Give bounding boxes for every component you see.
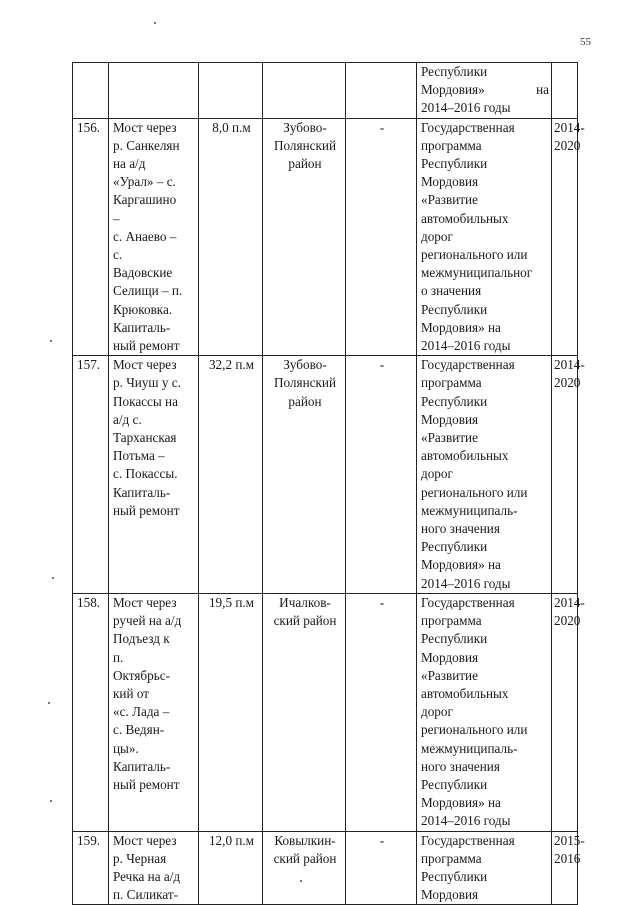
object-name-line: Тарханская bbox=[113, 430, 177, 446]
object-name-line: «Урал» – с. bbox=[113, 174, 176, 190]
district bbox=[263, 593, 346, 831]
years-line: 2014- bbox=[554, 119, 585, 135]
program-line: ного значения bbox=[421, 758, 500, 774]
program-line: 2014–2016 годы bbox=[421, 338, 511, 354]
years-line: 2014- bbox=[554, 357, 585, 373]
program-line: Республики bbox=[421, 539, 488, 555]
program-line: «Развитие bbox=[421, 430, 478, 446]
object-name-line: кий от bbox=[113, 685, 150, 701]
district-line: ский район bbox=[273, 613, 337, 629]
object-name-line: с. Ведян- bbox=[113, 722, 165, 738]
object-name bbox=[109, 831, 199, 905]
years-line: 2020 bbox=[554, 375, 581, 391]
object-name-line: – bbox=[113, 210, 120, 226]
object-name-line: ручей на а/д bbox=[113, 613, 182, 629]
row-number: 159. bbox=[73, 831, 109, 905]
program-line: регионального или bbox=[421, 722, 528, 738]
program-line: Республики bbox=[421, 393, 488, 409]
district bbox=[263, 118, 346, 356]
program-line: Республики bbox=[421, 776, 488, 792]
extra-value: - bbox=[346, 831, 417, 905]
program-line: Мордовия» на bbox=[421, 557, 501, 573]
extra-value: - bbox=[346, 593, 417, 831]
continuation-row bbox=[73, 63, 578, 119]
object-name-line: Капиталь- bbox=[113, 484, 171, 500]
years bbox=[552, 118, 585, 356]
extra-value: - bbox=[346, 356, 417, 594]
program-line: Мордовия bbox=[421, 411, 479, 427]
years-line: 2015- bbox=[554, 832, 585, 848]
years bbox=[552, 831, 585, 905]
district-line: Полянский bbox=[273, 375, 337, 391]
program-line: автомобильных bbox=[421, 210, 509, 226]
program bbox=[417, 356, 552, 594]
district bbox=[263, 831, 346, 905]
object-name-line: Каргашино bbox=[113, 192, 177, 208]
object-name-line: Октябрьс- bbox=[113, 667, 170, 683]
object-name-line: ный ремонт bbox=[113, 502, 180, 518]
object-name-line: Селищи – п. bbox=[113, 283, 183, 299]
district-line: Полянский bbox=[273, 137, 337, 153]
object-name-line: р. Черная bbox=[113, 850, 167, 866]
program-line: Республики bbox=[421, 631, 488, 647]
program-line: ного значения bbox=[421, 521, 500, 537]
program-line: Мордовия» на bbox=[421, 795, 501, 811]
years bbox=[552, 356, 585, 594]
program-line: «Развитие bbox=[421, 192, 478, 208]
object-name-line: Потьма – bbox=[113, 448, 165, 464]
years bbox=[552, 593, 585, 831]
program bbox=[417, 831, 552, 905]
district bbox=[263, 356, 346, 594]
program-line: «Развитие bbox=[421, 667, 478, 683]
bridge-length: 12,0 п.м bbox=[199, 831, 263, 905]
scan-speck bbox=[48, 702, 50, 704]
object-name-line: Мост через bbox=[113, 832, 177, 848]
table-row bbox=[73, 118, 578, 356]
program-line: Государственная bbox=[421, 357, 515, 373]
continuation-program-cell bbox=[417, 63, 552, 119]
program-line: программа bbox=[421, 613, 482, 629]
row-number: 158. bbox=[73, 593, 109, 831]
object-name-line: с. Покассы. bbox=[113, 466, 178, 482]
object-name-line: Мост через bbox=[113, 357, 177, 373]
program-line: Мордовия» bbox=[421, 82, 485, 98]
page-number: 55 bbox=[580, 36, 591, 48]
row-number: 157. bbox=[73, 356, 109, 594]
scan-speck bbox=[50, 340, 52, 342]
object-name-line: Капиталь- bbox=[113, 319, 171, 335]
years-line: 2016 bbox=[554, 850, 581, 866]
object-name-line: п. Силикат- bbox=[113, 887, 179, 903]
district-line: Ковылкин- bbox=[274, 832, 336, 848]
program bbox=[417, 593, 552, 831]
program-line: дорог bbox=[421, 466, 453, 482]
program-line: Республики bbox=[421, 868, 488, 884]
district-line: Зубово- bbox=[283, 357, 327, 373]
program-line: Республики bbox=[421, 301, 488, 317]
program-line: Государственная bbox=[421, 594, 515, 610]
program-line: программа bbox=[421, 375, 482, 391]
object-name-line: Вадовские bbox=[113, 265, 173, 281]
program-line: Государственная bbox=[421, 832, 515, 848]
object-name-line: Мост через bbox=[113, 119, 177, 135]
scan-speck bbox=[300, 880, 302, 882]
object-name bbox=[109, 118, 199, 356]
program-line: регионального или bbox=[421, 247, 528, 263]
object-name-line: Покассы на bbox=[113, 393, 178, 409]
program-line: межмуниципаль- bbox=[421, 740, 518, 756]
object-name-line: а/д с. bbox=[113, 411, 142, 427]
bridges-table bbox=[72, 62, 585, 905]
district-line: Ичалков- bbox=[279, 594, 331, 610]
years-line: 2014- bbox=[554, 594, 585, 610]
table-row bbox=[73, 593, 578, 831]
program-line: Мордовия bbox=[421, 174, 479, 190]
program bbox=[417, 118, 552, 356]
object-name-line: на а/д bbox=[113, 156, 146, 172]
object-name-line: ный ремонт bbox=[113, 338, 180, 354]
program-line: 2014–2016 годы bbox=[421, 813, 511, 829]
district-line: ский район bbox=[273, 850, 337, 866]
object-name-line: р. Чиуш у с. bbox=[113, 375, 181, 391]
years-line: 2020 bbox=[554, 137, 581, 153]
object-name-line: ный ремонт bbox=[113, 776, 180, 792]
bridge-length: 19,5 п.м bbox=[199, 593, 263, 831]
extra-value: - bbox=[346, 118, 417, 356]
table-row bbox=[73, 831, 578, 905]
object-name-line: Мост через bbox=[113, 594, 177, 610]
scan-speck bbox=[52, 577, 54, 579]
program-line: автомобильных bbox=[421, 448, 509, 464]
program-line: 2014–2016 годы bbox=[421, 100, 511, 116]
district-line: район bbox=[288, 156, 322, 172]
program-line: Государственная bbox=[421, 119, 515, 135]
program-line: на bbox=[536, 82, 549, 98]
district-line: район bbox=[288, 393, 322, 409]
program-line: дорог bbox=[421, 228, 453, 244]
object-name-line: Крюковка. bbox=[113, 301, 173, 317]
years-line: 2020 bbox=[554, 613, 581, 629]
program-line: межмуниципаль- bbox=[421, 502, 518, 518]
object-name bbox=[109, 593, 199, 831]
program-line: Мордовия bbox=[421, 649, 479, 665]
object-name-line: с. bbox=[113, 247, 123, 263]
program-line: о значения bbox=[421, 283, 482, 299]
table-row bbox=[73, 356, 578, 594]
program-line: Республики bbox=[421, 156, 488, 172]
district-line: Зубово- bbox=[283, 119, 327, 135]
program-line: программа bbox=[421, 850, 482, 866]
program-line: автомобильных bbox=[421, 685, 509, 701]
bridge-length: 8,0 п.м bbox=[199, 118, 263, 356]
program-line: Мордовия» на bbox=[421, 319, 501, 335]
program-line: 2014–2016 годы bbox=[421, 575, 511, 591]
bridge-length: 32,2 п.м bbox=[199, 356, 263, 594]
object-name-line: с. Анаево – bbox=[113, 228, 177, 244]
object-name-line: п. bbox=[113, 649, 124, 665]
program-line: межмуниципальног bbox=[421, 265, 533, 281]
program-line: регионального или bbox=[421, 484, 528, 500]
object-name bbox=[109, 356, 199, 594]
object-name-line: Капиталь- bbox=[113, 758, 171, 774]
object-name-line: Подъезд к bbox=[113, 631, 170, 647]
row-number: 156. bbox=[73, 118, 109, 356]
object-name-line: Речка на а/д bbox=[113, 868, 181, 884]
object-name-line: р. Санкелян bbox=[113, 137, 180, 153]
scan-speck bbox=[154, 22, 156, 24]
program-line: Мордовия bbox=[421, 887, 479, 903]
scan-speck bbox=[50, 800, 52, 802]
program-line: Республики bbox=[421, 64, 488, 79]
program-line: дорог bbox=[421, 704, 453, 720]
object-name-line: цы». bbox=[113, 740, 139, 756]
program-line: программа bbox=[421, 137, 482, 153]
object-name-line: «с. Лада – bbox=[113, 704, 170, 720]
